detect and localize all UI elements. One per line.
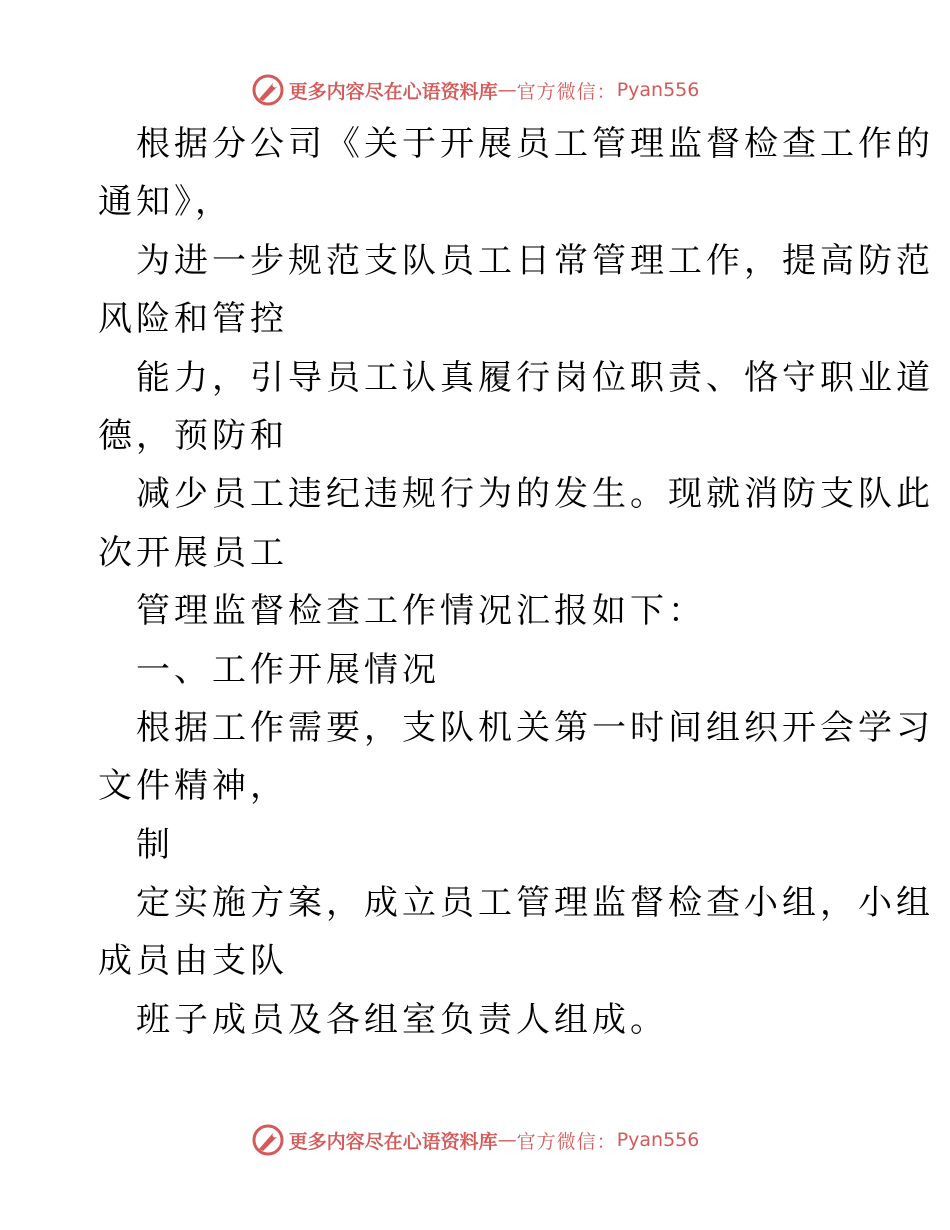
text-line: 次开展员工 [98, 532, 288, 573]
text-line: 根据工作需要，支队机关第一时间组织开会学习 [136, 707, 934, 748]
text-line: 德，预防和 [98, 415, 288, 456]
text-line: 班子成员及各组室负责人组成。 [136, 999, 668, 1040]
text-line: 为进一步规范支队员工日常管理工作，提高防范 [136, 240, 934, 281]
text-line: 风险和管控 [98, 299, 288, 340]
text-line: 成员由支队 [98, 941, 288, 982]
text-line: 制 [136, 824, 174, 865]
pen-nib-logo-icon [251, 73, 285, 107]
watermark-dash: — [497, 1129, 517, 1151]
watermark-dash: — [497, 79, 517, 101]
watermark-official-label: 官方微信： [516, 80, 617, 103]
watermark-official-label: 官方微信： [516, 1130, 617, 1153]
section-heading: 一、工作开展情况 [136, 649, 440, 690]
text-line: 文件精神， [98, 766, 288, 807]
watermark-main-text: 更多内容尽在心语资料库 [288, 1130, 498, 1153]
text-line: 能力，引导员工认真履行岗位职责、恪守职业道 [136, 357, 934, 398]
pen-nib-logo-icon [251, 1123, 285, 1157]
document-body [98, 115, 934, 1049]
text-line: 管理监督检查工作情况汇报如下： [136, 591, 706, 632]
footer-watermark [0, 1122, 950, 1158]
header-watermark [0, 72, 950, 108]
text-line: 通知》， [98, 182, 233, 223]
watermark-main-text: 更多内容尽在心语资料库 [288, 80, 498, 103]
watermark-wechat-id: Pyan556 [616, 1129, 700, 1151]
text-line: 根据分公司《关于开展员工管理监督检查工作的 [136, 124, 934, 164]
watermark-wechat-id: Pyan556 [616, 79, 700, 101]
text-line: 减少员工违纪违规行为的发生。现就消防支队此 [136, 474, 934, 515]
text-line: 定实施方案，成立员工管理监督检查小组，小组 [136, 883, 934, 924]
